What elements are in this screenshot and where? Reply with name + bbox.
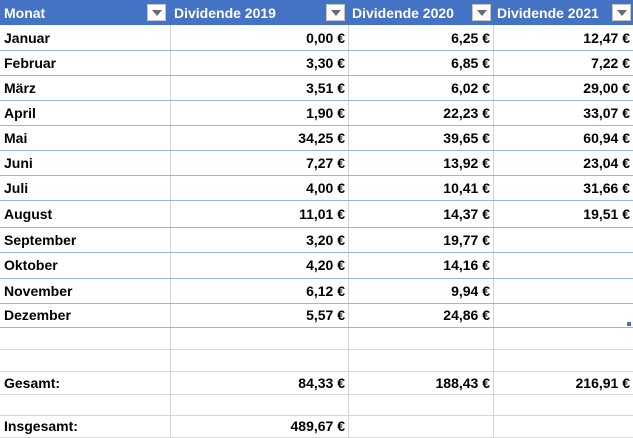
filter-dropdown-icon — [617, 10, 627, 16]
month-cell[interactable]: Januar — [4, 29, 50, 46]
filter-dropdown-2021[interactable] — [612, 4, 631, 21]
dividend-2019-cell[interactable]: 4,00 € — [306, 179, 345, 196]
month-cell[interactable]: April — [4, 104, 36, 121]
dividend-2020-cell[interactable]: 24,86 € — [443, 307, 490, 323]
dividend-2019-cell[interactable]: 5,57 € — [306, 307, 345, 323]
header-label-2019: Dividende 2019 — [174, 4, 276, 21]
dividend-2020-cell[interactable]: 22,23 € — [443, 104, 490, 121]
header-label-2020: Dividende 2020 — [352, 4, 454, 21]
table-row — [0, 175, 633, 201]
dividend-2019-cell[interactable]: 34,25 € — [298, 129, 345, 146]
dividend-2021-cell[interactable]: 29,00 € — [583, 79, 630, 96]
dividend-2020-cell[interactable]: 6,25 € — [451, 29, 490, 46]
grand-total-row — [0, 415, 633, 438]
table-row — [0, 50, 633, 76]
month-cell[interactable]: Oktober — [4, 257, 58, 273]
dividend-2020-cell[interactable]: 6,85 € — [451, 54, 490, 71]
dividend-2020-cell[interactable]: 10,41 € — [443, 179, 490, 196]
totals-label[interactable]: Gesamt: — [4, 374, 61, 391]
table-row — [0, 100, 633, 126]
empty-row — [0, 394, 633, 416]
dividend-2020-cell[interactable]: 19,77 € — [443, 231, 490, 248]
dividend-2019-cell[interactable]: 11,01 € — [299, 205, 345, 222]
total-2020-cell[interactable]: 188,43 € — [435, 374, 490, 391]
totals-row — [0, 371, 633, 395]
dividend-2020-cell[interactable]: 6,02 € — [451, 79, 490, 96]
dividend-2019-cell[interactable]: 0,00 € — [306, 29, 345, 46]
dividend-2020-cell[interactable]: 13,92 € — [443, 154, 490, 171]
dividend-2021-cell[interactable]: 23,04 € — [583, 154, 630, 171]
dividend-2019-cell[interactable]: 3,20 € — [306, 231, 345, 248]
dividend-2019-cell[interactable]: 4,20 € — [306, 257, 345, 273]
table-row — [0, 227, 633, 253]
total-2021-cell[interactable]: 216,91 € — [575, 374, 630, 391]
table-row — [0, 125, 633, 151]
filter-dropdown-monat[interactable] — [147, 4, 166, 21]
month-cell[interactable]: Februar — [4, 54, 57, 71]
filter-dropdown-icon — [331, 10, 341, 16]
table-resize-handle[interactable] — [627, 322, 631, 326]
filter-dropdown-2020[interactable] — [472, 4, 491, 21]
filter-dropdown-icon — [477, 10, 487, 16]
empty-row — [0, 349, 633, 372]
dividend-2021-cell[interactable] — [493, 252, 633, 278]
header-label-monat: Monat — [4, 4, 46, 21]
month-cell[interactable]: Juni — [4, 154, 33, 171]
header-label-2021: Dividende 2021 — [497, 4, 599, 21]
dividend-2021-cell[interactable] — [493, 227, 633, 252]
table-row — [0, 252, 633, 279]
month-cell[interactable]: Juli — [4, 179, 29, 196]
table-row — [0, 278, 633, 304]
dividend-2021-cell[interactable] — [493, 278, 633, 303]
filter-dropdown-icon — [152, 10, 162, 16]
grand-total-value[interactable]: 489,67 € — [290, 418, 345, 434]
total-2019-cell[interactable]: 84,33 € — [298, 374, 345, 391]
dividend-2021-cell[interactable]: 33,07 € — [583, 104, 630, 121]
table-row — [0, 75, 633, 101]
table-header-row — [0, 0, 633, 25]
dividend-2020-cell[interactable]: 14,16 € — [443, 257, 490, 273]
dividend-2021-cell[interactable]: 60,94 € — [583, 129, 630, 146]
month-cell[interactable]: März — [4, 79, 36, 96]
dividend-2019-cell[interactable]: 6,12 € — [306, 282, 345, 299]
month-cell[interactable]: November — [4, 282, 73, 299]
month-cell[interactable]: Dezember — [4, 307, 71, 323]
dividend-2020-cell[interactable]: 9,94 € — [451, 282, 490, 299]
month-cell[interactable]: September — [4, 231, 77, 248]
table-row — [0, 200, 633, 228]
dividend-2021-cell[interactable] — [493, 303, 633, 327]
month-cell[interactable]: August — [4, 205, 53, 222]
table-row — [0, 150, 633, 176]
table-row — [0, 303, 633, 328]
grand-total-label[interactable]: Insgesamt: — [4, 418, 78, 434]
dividend-2021-cell[interactable]: 19,51 € — [583, 205, 630, 222]
dividend-2020-cell[interactable]: 39,65 € — [443, 129, 490, 146]
dividend-2021-cell[interactable]: 31,66 € — [583, 179, 630, 196]
dividend-2019-cell[interactable]: 7,27 € — [306, 154, 345, 171]
empty-row — [0, 327, 633, 350]
dividend-2019-cell[interactable]: 1,90 € — [306, 104, 345, 121]
dividend-2020-cell[interactable]: 14,37 € — [443, 205, 490, 222]
month-cell[interactable]: Mai — [4, 129, 28, 146]
filter-dropdown-2019[interactable] — [326, 4, 345, 21]
header-cell-monat[interactable] — [0, 0, 170, 25]
dividend-2021-cell[interactable]: 12,47 € — [583, 29, 630, 46]
dividend-2021-cell[interactable]: 7,22 € — [591, 54, 630, 71]
header-cell-2019[interactable] — [170, 0, 348, 25]
dividend-2019-cell[interactable]: 3,51 € — [306, 79, 345, 96]
table-row — [0, 25, 633, 51]
dividend-2019-cell[interactable]: 3,30 € — [306, 54, 345, 71]
